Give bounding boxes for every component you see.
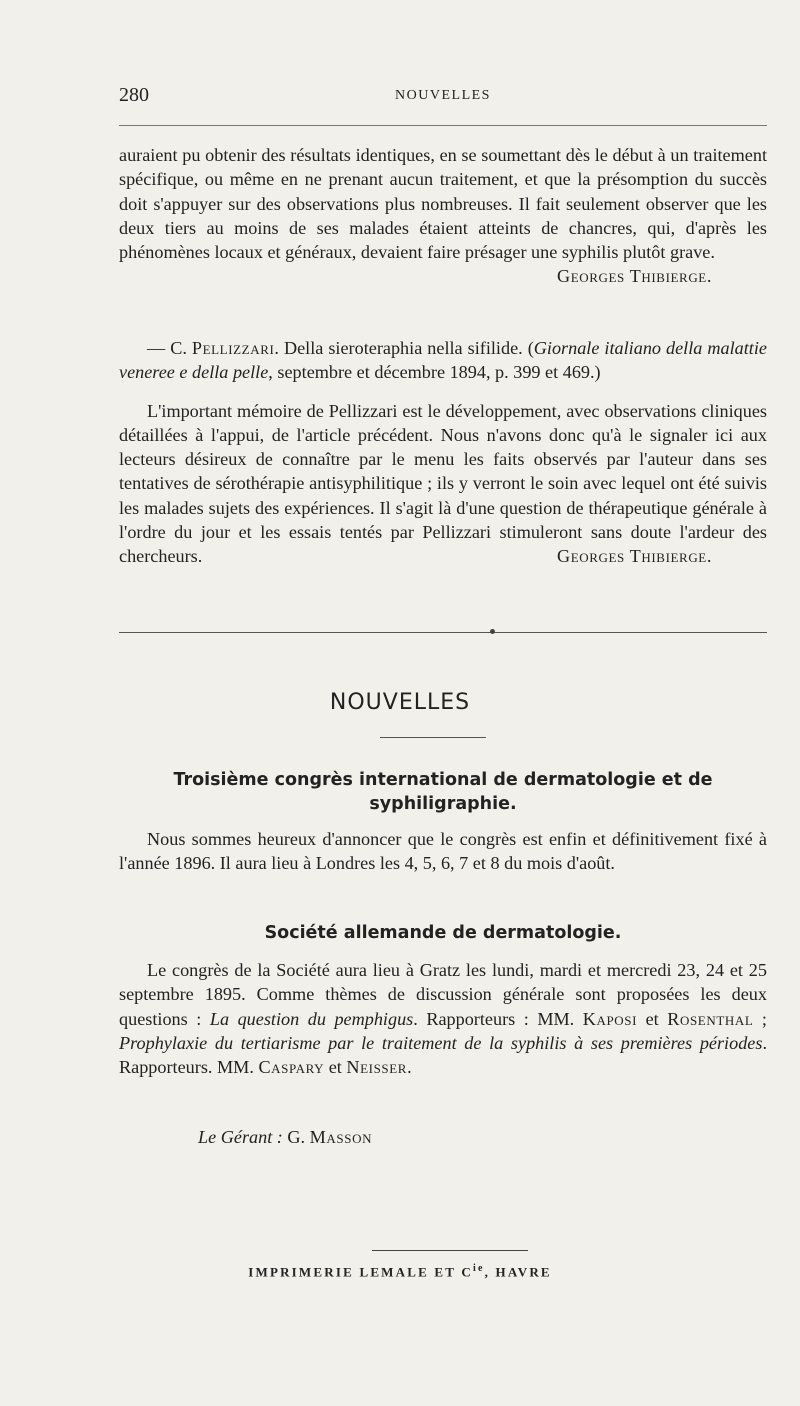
news-2-text — [119, 958, 767, 1079]
review-2-text: L'important mémoire de Pellizzari est le développement, avec observations cliniques détaillées à l'appui, de l'article précédent. Nous n'avons donc qu'à le signaler ici aux lecteurs désireux de connaître par le menu les faits observés par l'auteur dans ses tentatives de sérothérapie antisyphilitique ; ils y verront le soin avec lequel ont été suivis les malades sujets des expériences. Il s'agit là d'une question de thérapeutique générale à l'ordre du jour et les essais tentés par Pellizzari stimuleront sans doute l'ardeur des chercheurs. — [119, 400, 767, 567]
question-2: Prophylaxie du tertiarisme par le traitement de la syphilis à ses premières périodes — [119, 1032, 763, 1053]
printer-sup: ie — [472, 1263, 485, 1274]
citation-author: Pellizzari — [191, 338, 275, 358]
separator: ; — [753, 1008, 767, 1029]
page-number: 280 — [119, 84, 149, 106]
gerant-name: Masson — [309, 1127, 373, 1147]
printer-rule — [372, 1250, 528, 1251]
conj-1: et — [637, 1008, 668, 1029]
rapporteur-rosenthal: Rosenthal — [667, 1008, 754, 1029]
printer-imprint — [0, 1263, 800, 1280]
review-2 — [119, 336, 767, 569]
review-1-signature: Georges Thibierge. — [556, 266, 712, 287]
news-1 — [119, 827, 767, 876]
printer-text-a: IMPRIMERIE LEMALE ET C — [248, 1264, 473, 1280]
section-divider — [119, 632, 767, 633]
gerant-label: Le Gérant : — [198, 1127, 283, 1147]
rapporteur-kaposi: Kaposi — [582, 1008, 638, 1029]
citation-dash: — C. — [147, 338, 192, 358]
header-rule — [119, 125, 767, 126]
news-2-text-b: . Rapporteurs : MM. — [413, 1008, 583, 1029]
question-1: La question du pemphigus — [209, 1008, 414, 1029]
citation-ref: , septembre et décembre 1894, p. 399 et 469.) — [268, 362, 601, 383]
conj-2: et — [324, 1057, 347, 1078]
gerant-line — [198, 1127, 372, 1148]
citation-title: . Della sieroteraphia nella sifilide. ( — [274, 338, 534, 358]
review-1-text: auraient pu obtenir des résultats identiques, en se soumettant dès le début à un traitement spécifique, ou même en ne prenant aucun traitement, et que la présomption du succès doit s'appuyer sur des observations plus nombreuses. Il fait seulement observer que les deux tiers au moins de ses malades étaient atteints de chancres, qui, d'après les phénomènes locaux et généraux, devaient faire présager une syphilis plutôt grave. — [119, 145, 767, 263]
review-1 — [119, 143, 767, 289]
citation-journal: Giornale italiano della malattie veneree e della pelle — [119, 338, 767, 383]
review-2-citation — [119, 336, 767, 385]
news-2-end: . — [407, 1057, 412, 1078]
review-2-signature: Georges Thibierge. — [556, 546, 712, 567]
page-header — [119, 84, 767, 114]
news-1-text: Nous sommes heureux d'annoncer que le congrès est enfin et définitivement fixé à l'année 1896. Il aura lieu à Londres les 4, 5, 6, 7 et 8 du mois d'août. — [119, 829, 767, 874]
news-2-heading: Société allemande de dermatologie. — [264, 923, 622, 943]
news-2-text-c: . Rapporteurs. MM. — [119, 1032, 767, 1078]
news-2-text-a: Le congrès de la Société aura lieu à Gratz les lundi, mardi et mercredi 23, 24 et 25 septembre 1895. Comme thèmes de discussion générale sont proposées les deux questions : — [119, 960, 767, 1029]
rapporteur-neisser: Neisser — [346, 1057, 408, 1078]
section-title: NOUVELLES — [329, 690, 471, 715]
rapporteur-caspary: Caspary — [258, 1057, 325, 1078]
news-2 — [119, 958, 767, 1079]
gerant-initial: G. — [282, 1127, 310, 1147]
running-head: NOUVELLES — [395, 88, 491, 103]
news-1-heading: Troisième congrès international de dermatologie et de syphiligraphie. — [173, 770, 713, 814]
title-underline — [380, 737, 486, 738]
printer-text-b: , HAVRE — [484, 1264, 552, 1280]
divider-ornament — [490, 629, 495, 634]
